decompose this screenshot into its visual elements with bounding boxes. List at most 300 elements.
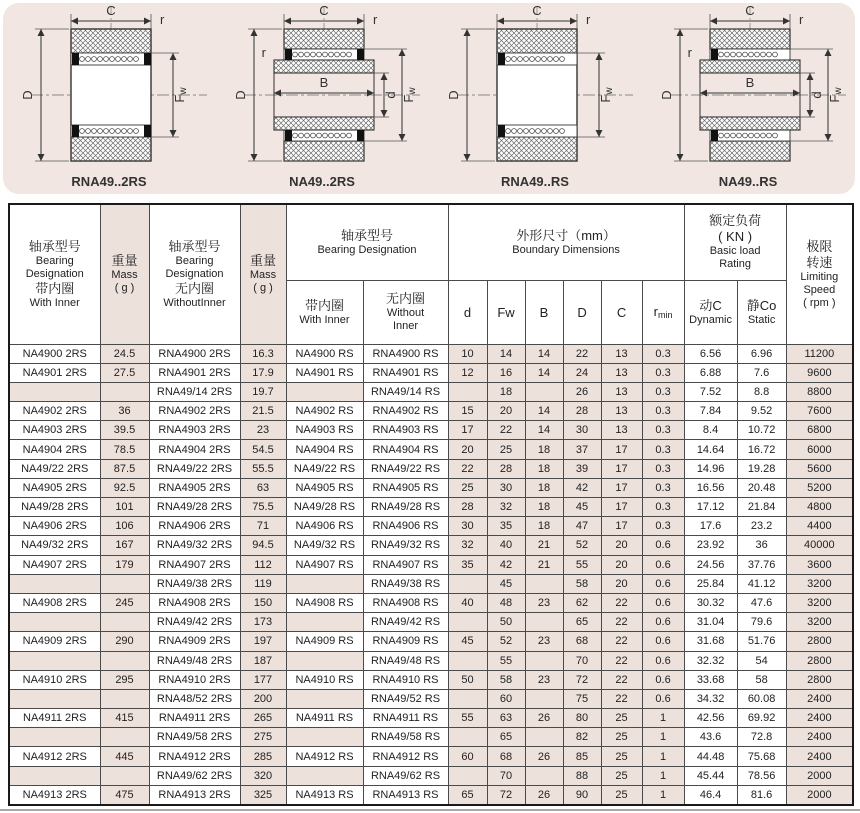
cell: 150 xyxy=(240,593,286,612)
cell: 58 xyxy=(487,670,525,689)
header-boundary-dimensions-group xyxy=(448,204,684,280)
cell: 18 xyxy=(487,382,525,401)
cell: RNA4904 RS xyxy=(363,440,448,459)
cell: 71 xyxy=(240,517,286,536)
dim-label: Fw xyxy=(172,87,189,103)
cell: RNA4906 2RS xyxy=(149,517,240,536)
cell: 23 xyxy=(525,632,563,651)
header-mass-with xyxy=(100,204,149,344)
cell xyxy=(525,574,563,593)
cell: 85 xyxy=(563,747,601,766)
cell: 22 xyxy=(487,421,525,440)
header-line: Basic load xyxy=(709,245,761,258)
cell: 27.5 xyxy=(100,363,149,382)
header-dim-d: d xyxy=(448,280,487,344)
cell: 12 xyxy=(448,363,487,382)
cell: 187 xyxy=(240,651,286,670)
cell: 37 xyxy=(563,440,601,459)
cell xyxy=(525,613,563,632)
cell: 17.12 xyxy=(684,498,737,517)
cell: NA4900 2RS xyxy=(9,344,100,363)
cell: NA4905 2RS xyxy=(9,478,100,497)
dim-label: r xyxy=(261,45,266,60)
cell: 23 xyxy=(240,421,286,440)
cell: 0.6 xyxy=(642,689,684,708)
cell: 6800 xyxy=(786,421,853,440)
dim-label: D xyxy=(20,90,35,100)
cell: NA4913 2RS xyxy=(9,785,100,805)
cell: 17.6 xyxy=(684,517,737,536)
cell: 21 xyxy=(525,536,563,555)
cell: NA4902 RS xyxy=(286,402,363,421)
cell: 14.96 xyxy=(684,459,737,478)
cell: 265 xyxy=(240,709,286,728)
cell: 46.4 xyxy=(684,785,737,805)
cell: 0.6 xyxy=(642,651,684,670)
cell: 16.56 xyxy=(684,478,737,497)
cell: 42 xyxy=(487,555,525,574)
table-row xyxy=(9,632,853,651)
cell: 320 xyxy=(240,766,286,785)
dim-label: B xyxy=(745,75,755,90)
cell: 28 xyxy=(448,498,487,517)
cell: 13 xyxy=(601,382,642,401)
cell: 35 xyxy=(448,555,487,574)
header-line: 带内圈 xyxy=(35,280,75,296)
cell: 0.3 xyxy=(642,498,684,517)
cell xyxy=(448,651,487,670)
cell: 11200 xyxy=(786,344,853,363)
cell xyxy=(286,766,363,785)
cell: 0.6 xyxy=(642,632,684,651)
cell: 92.5 xyxy=(100,478,149,497)
header-line: 动C xyxy=(699,297,722,313)
cell: 37.76 xyxy=(737,555,786,574)
cell: 25 xyxy=(601,785,642,805)
cell: 20 xyxy=(601,574,642,593)
cell: 23 xyxy=(525,670,563,689)
cell: 78.56 xyxy=(737,766,786,785)
cell: RNA49/48 2RS xyxy=(149,651,240,670)
cell: NA4911 RS xyxy=(286,709,363,728)
cell: 60 xyxy=(448,747,487,766)
header-line: 转速 xyxy=(806,254,833,270)
cell: 8.8 xyxy=(737,382,786,401)
cell: 45.44 xyxy=(684,766,737,785)
header-line: WithoutInner xyxy=(163,296,226,309)
cell: NA4906 RS xyxy=(286,517,363,536)
cell: 14 xyxy=(525,363,563,382)
cell: 13 xyxy=(601,363,642,382)
header-line: Mass xyxy=(249,269,277,282)
table-row xyxy=(9,651,853,670)
cell: 22 xyxy=(563,344,601,363)
diagram-caption: RNA49..RS xyxy=(501,174,569,189)
cell: 16 xyxy=(487,363,525,382)
cell: NA49/28 RS xyxy=(286,498,363,517)
cell: NA49/32 2RS xyxy=(9,536,100,555)
cell xyxy=(286,613,363,632)
header-line: Speed xyxy=(803,283,836,296)
table-row xyxy=(9,747,853,766)
cell: 101 xyxy=(100,498,149,517)
cell: 0.3 xyxy=(642,402,684,421)
cell: NA4907 RS xyxy=(286,555,363,574)
dim-label: D xyxy=(446,90,461,100)
bearing-diagram xyxy=(216,3,429,193)
header-line: Without xyxy=(386,307,425,319)
cell: 65 xyxy=(563,613,601,632)
cell: NA4907 2RS xyxy=(9,555,100,574)
cell: 32.32 xyxy=(684,651,737,670)
cell: 0.3 xyxy=(642,440,684,459)
cell: 17 xyxy=(601,478,642,497)
cell: 36 xyxy=(737,536,786,555)
cell: 60 xyxy=(487,689,525,708)
header-line: 无内圈 xyxy=(386,291,426,306)
cell: 44.48 xyxy=(684,747,737,766)
cell: 4400 xyxy=(786,517,853,536)
cell: 90 xyxy=(563,785,601,805)
cell: 55 xyxy=(487,651,525,670)
cell: 8.4 xyxy=(684,421,737,440)
cell: 22 xyxy=(601,651,642,670)
cell: 39 xyxy=(563,459,601,478)
cell xyxy=(448,766,487,785)
table-row xyxy=(9,613,853,632)
cell: NA4904 2RS xyxy=(9,440,100,459)
cell: 2800 xyxy=(786,670,853,689)
cell: 72 xyxy=(487,785,525,805)
cell: NA4902 2RS xyxy=(9,402,100,421)
header-mass-without xyxy=(240,204,286,344)
header-bearing-designation-group xyxy=(286,204,448,280)
cell: 65 xyxy=(448,785,487,805)
dim-label: D xyxy=(659,90,674,100)
cell: RNA4900 2RS xyxy=(149,344,240,363)
cell xyxy=(100,728,149,747)
cell: 15 xyxy=(448,402,487,421)
dim-label: Fw xyxy=(827,87,844,103)
cell: RNA4910 2RS xyxy=(149,670,240,689)
cell: 23.2 xyxy=(737,517,786,536)
cell: 31.68 xyxy=(684,632,737,651)
cell: NA4908 2RS xyxy=(9,593,100,612)
table-row xyxy=(9,459,853,478)
cell: 47.6 xyxy=(737,593,786,612)
cell: NA4911 2RS xyxy=(9,709,100,728)
cell: 18 xyxy=(525,478,563,497)
table-row xyxy=(9,574,853,593)
cell: 7.84 xyxy=(684,402,737,421)
cell: RNA4911 2RS xyxy=(149,709,240,728)
cell xyxy=(286,574,363,593)
header-sub-without-inner xyxy=(363,280,448,344)
cell: 30.32 xyxy=(684,593,737,612)
cell: RNA49/38 RS xyxy=(363,574,448,593)
cell: 28 xyxy=(487,459,525,478)
cell: 87.5 xyxy=(100,459,149,478)
cell: 14 xyxy=(525,402,563,421)
cell: 1 xyxy=(642,709,684,728)
cell: 2800 xyxy=(786,651,853,670)
table-row xyxy=(9,517,853,536)
cell: 26 xyxy=(525,709,563,728)
cell: 72.8 xyxy=(737,728,786,747)
cell: 81.6 xyxy=(737,785,786,805)
cell: RNA49/28 2RS xyxy=(149,498,240,517)
cell: 20 xyxy=(487,402,525,421)
cell: 112 xyxy=(240,555,286,574)
cell: 50 xyxy=(448,670,487,689)
cell: 0.3 xyxy=(642,478,684,497)
cell: 6000 xyxy=(786,440,853,459)
cell: 200 xyxy=(240,689,286,708)
header-line: 外形尺寸（mm） xyxy=(516,227,616,243)
cell: 63 xyxy=(487,709,525,728)
cell: 55 xyxy=(563,555,601,574)
dim-label: d xyxy=(809,91,824,99)
header-line: Limiting xyxy=(800,270,839,283)
cell: 119 xyxy=(240,574,286,593)
cell: NA4908 RS xyxy=(286,593,363,612)
header-line: Inner xyxy=(392,320,419,332)
header-line: 轴承型号 xyxy=(168,238,221,254)
cell: 20.48 xyxy=(737,478,786,497)
cell: RNA48/52 2RS xyxy=(149,689,240,708)
cell: RNA4913 RS xyxy=(363,785,448,805)
header-line: Mass xyxy=(111,269,138,282)
cell: 18 xyxy=(525,440,563,459)
cell: 55 xyxy=(448,709,487,728)
cell: 82 xyxy=(563,728,601,747)
header-line: 轴承型号 xyxy=(341,227,394,243)
cell: 0.6 xyxy=(642,670,684,689)
cell: NA4910 2RS xyxy=(9,670,100,689)
cell: 1 xyxy=(642,785,684,805)
cell xyxy=(9,689,100,708)
cell: 48 xyxy=(487,593,525,612)
dim-label: Fw xyxy=(598,87,615,103)
cell: 58 xyxy=(563,574,601,593)
cell xyxy=(286,689,363,708)
header-line: 静Co xyxy=(746,297,777,313)
cell: 3200 xyxy=(786,574,853,593)
dim-label: r xyxy=(687,45,692,60)
cell: 16.72 xyxy=(737,440,786,459)
diagram-caption: NA49..2RS xyxy=(289,174,355,189)
cell: 25 xyxy=(601,747,642,766)
cell: 9600 xyxy=(786,363,853,382)
cell: 54 xyxy=(737,651,786,670)
cell: 22 xyxy=(601,593,642,612)
cell: 25 xyxy=(601,709,642,728)
cell: 24 xyxy=(563,363,601,382)
cell: 13 xyxy=(601,402,642,421)
cell: RNA49/42 RS xyxy=(363,613,448,632)
cell xyxy=(100,613,149,632)
cell: 40000 xyxy=(786,536,853,555)
cell: RNA4903 2RS xyxy=(149,421,240,440)
cell: 13 xyxy=(601,421,642,440)
cell: 17 xyxy=(448,421,487,440)
cell: RNA4908 2RS xyxy=(149,593,240,612)
cell: 285 xyxy=(240,747,286,766)
cell: 0.3 xyxy=(642,421,684,440)
cell: 445 xyxy=(100,747,149,766)
cell: NA4905 RS xyxy=(286,478,363,497)
cell: 32 xyxy=(448,536,487,555)
cell: 23 xyxy=(525,593,563,612)
cell: 68 xyxy=(487,747,525,766)
cell: 70 xyxy=(487,766,525,785)
cell: RNA49/58 RS xyxy=(363,728,448,747)
header-line: Rating xyxy=(719,258,751,271)
cell: 62 xyxy=(563,593,601,612)
cell: 6.88 xyxy=(684,363,737,382)
header-line: 极限 xyxy=(806,238,833,254)
cell: NA4912 RS xyxy=(286,747,363,766)
cell: 75.68 xyxy=(737,747,786,766)
cell: 19.7 xyxy=(240,382,286,401)
cell: RNA4900 RS xyxy=(363,344,448,363)
header-sub-with-inner xyxy=(286,280,363,344)
cell: 2400 xyxy=(786,728,853,747)
cell: 295 xyxy=(100,670,149,689)
header-line: 带内圈 xyxy=(304,297,344,313)
header-limiting-speed xyxy=(786,204,853,344)
cell: 7600 xyxy=(786,402,853,421)
cell: 0.6 xyxy=(642,536,684,555)
header-line: With Inner xyxy=(299,313,350,326)
cell: 45 xyxy=(448,632,487,651)
cell: RNA4908 RS xyxy=(363,593,448,612)
cell: NA49/22 2RS xyxy=(9,459,100,478)
table-row xyxy=(9,785,853,805)
cell: RNA49/22 RS xyxy=(363,459,448,478)
dim-label: B xyxy=(319,75,329,90)
cell: 5600 xyxy=(786,459,853,478)
header-dynamic-load xyxy=(684,280,737,344)
cell: 475 xyxy=(100,785,149,805)
cell: NA4906 2RS xyxy=(9,517,100,536)
table-row xyxy=(9,709,853,728)
cell xyxy=(286,728,363,747)
diagram-caption: NA49..RS xyxy=(718,174,778,189)
cell: NA4901 RS xyxy=(286,363,363,382)
cell: RNA49/48 RS xyxy=(363,651,448,670)
cell: NA4913 RS xyxy=(286,785,363,805)
cell: 25 xyxy=(448,478,487,497)
header-line: Bearing Designation xyxy=(317,243,417,256)
cell: 32 xyxy=(487,498,525,517)
cell: RNA49/58 2RS xyxy=(149,728,240,747)
header-line: 重量 xyxy=(249,253,276,269)
header-dim-dd: D xyxy=(563,280,601,344)
cell: 69.92 xyxy=(737,709,786,728)
cell: 14.64 xyxy=(684,440,737,459)
cell xyxy=(448,728,487,747)
bearing-diagram xyxy=(3,3,216,193)
cell: RNA4907 2RS xyxy=(149,555,240,574)
cell: RNA4912 2RS xyxy=(149,747,240,766)
cell: 22 xyxy=(601,670,642,689)
cell: 22 xyxy=(601,613,642,632)
cell: 2400 xyxy=(786,747,853,766)
cell: RNA4906 RS xyxy=(363,517,448,536)
rmin-sub: min xyxy=(657,310,673,320)
cell: RNA49/38 2RS xyxy=(149,574,240,593)
table-row xyxy=(9,593,853,612)
header-dim-fw: Fw xyxy=(487,280,525,344)
cell: 25 xyxy=(601,766,642,785)
cell: 275 xyxy=(240,728,286,747)
cell: 0.3 xyxy=(642,382,684,401)
cell: RNA4905 2RS xyxy=(149,478,240,497)
cell: 55.5 xyxy=(240,459,286,478)
header-line: With Inner xyxy=(29,296,80,309)
cell: 197 xyxy=(240,632,286,651)
header-line: Bearing xyxy=(175,254,214,267)
cell: 20 xyxy=(601,555,642,574)
cell: 25 xyxy=(601,728,642,747)
cell: 0.6 xyxy=(642,574,684,593)
cell: 30 xyxy=(563,421,601,440)
cell: 25 xyxy=(487,440,525,459)
cell: 5200 xyxy=(786,478,853,497)
cell: NA4903 2RS xyxy=(9,421,100,440)
cell xyxy=(9,613,100,632)
cell: 290 xyxy=(100,632,149,651)
bearing-diagrams-panel xyxy=(3,3,855,194)
cell: 30 xyxy=(448,517,487,536)
cell: RNA4902 RS xyxy=(363,402,448,421)
bearing-diagram xyxy=(642,3,855,193)
cell: RNA49/62 RS xyxy=(363,766,448,785)
cell: RNA49/62 2RS xyxy=(149,766,240,785)
dim-label: C xyxy=(745,3,755,18)
cell: 0.3 xyxy=(642,363,684,382)
dim-label: r xyxy=(373,12,378,27)
cell: RNA4909 RS xyxy=(363,632,448,651)
diagram-caption: RNA49..2RS xyxy=(71,174,147,189)
cell: 16.3 xyxy=(240,344,286,363)
cell: 2400 xyxy=(786,689,853,708)
cell: RNA4902 2RS xyxy=(149,402,240,421)
cell: 52 xyxy=(563,536,601,555)
bearing-spec-table xyxy=(8,203,854,806)
header-line: Static xyxy=(747,313,776,326)
dim-label: C xyxy=(319,3,329,18)
cell: 0.3 xyxy=(642,344,684,363)
cell: 17 xyxy=(601,517,642,536)
cell: 63 xyxy=(240,478,286,497)
cell: 41.12 xyxy=(737,574,786,593)
cell: RNA4901 RS xyxy=(363,363,448,382)
cell: 2400 xyxy=(786,709,853,728)
header-load-rating-group xyxy=(684,204,786,280)
cell: 18 xyxy=(525,459,563,478)
bearing-diagram xyxy=(429,3,642,193)
cell: 50 xyxy=(487,613,525,632)
rmin-base: r xyxy=(653,304,658,319)
cell: 79.6 xyxy=(737,613,786,632)
cell: 4800 xyxy=(786,498,853,517)
cell: 179 xyxy=(100,555,149,574)
cell: RNA4904 2RS xyxy=(149,440,240,459)
cell: NA4912 2RS xyxy=(9,747,100,766)
cell: 23.92 xyxy=(684,536,737,555)
